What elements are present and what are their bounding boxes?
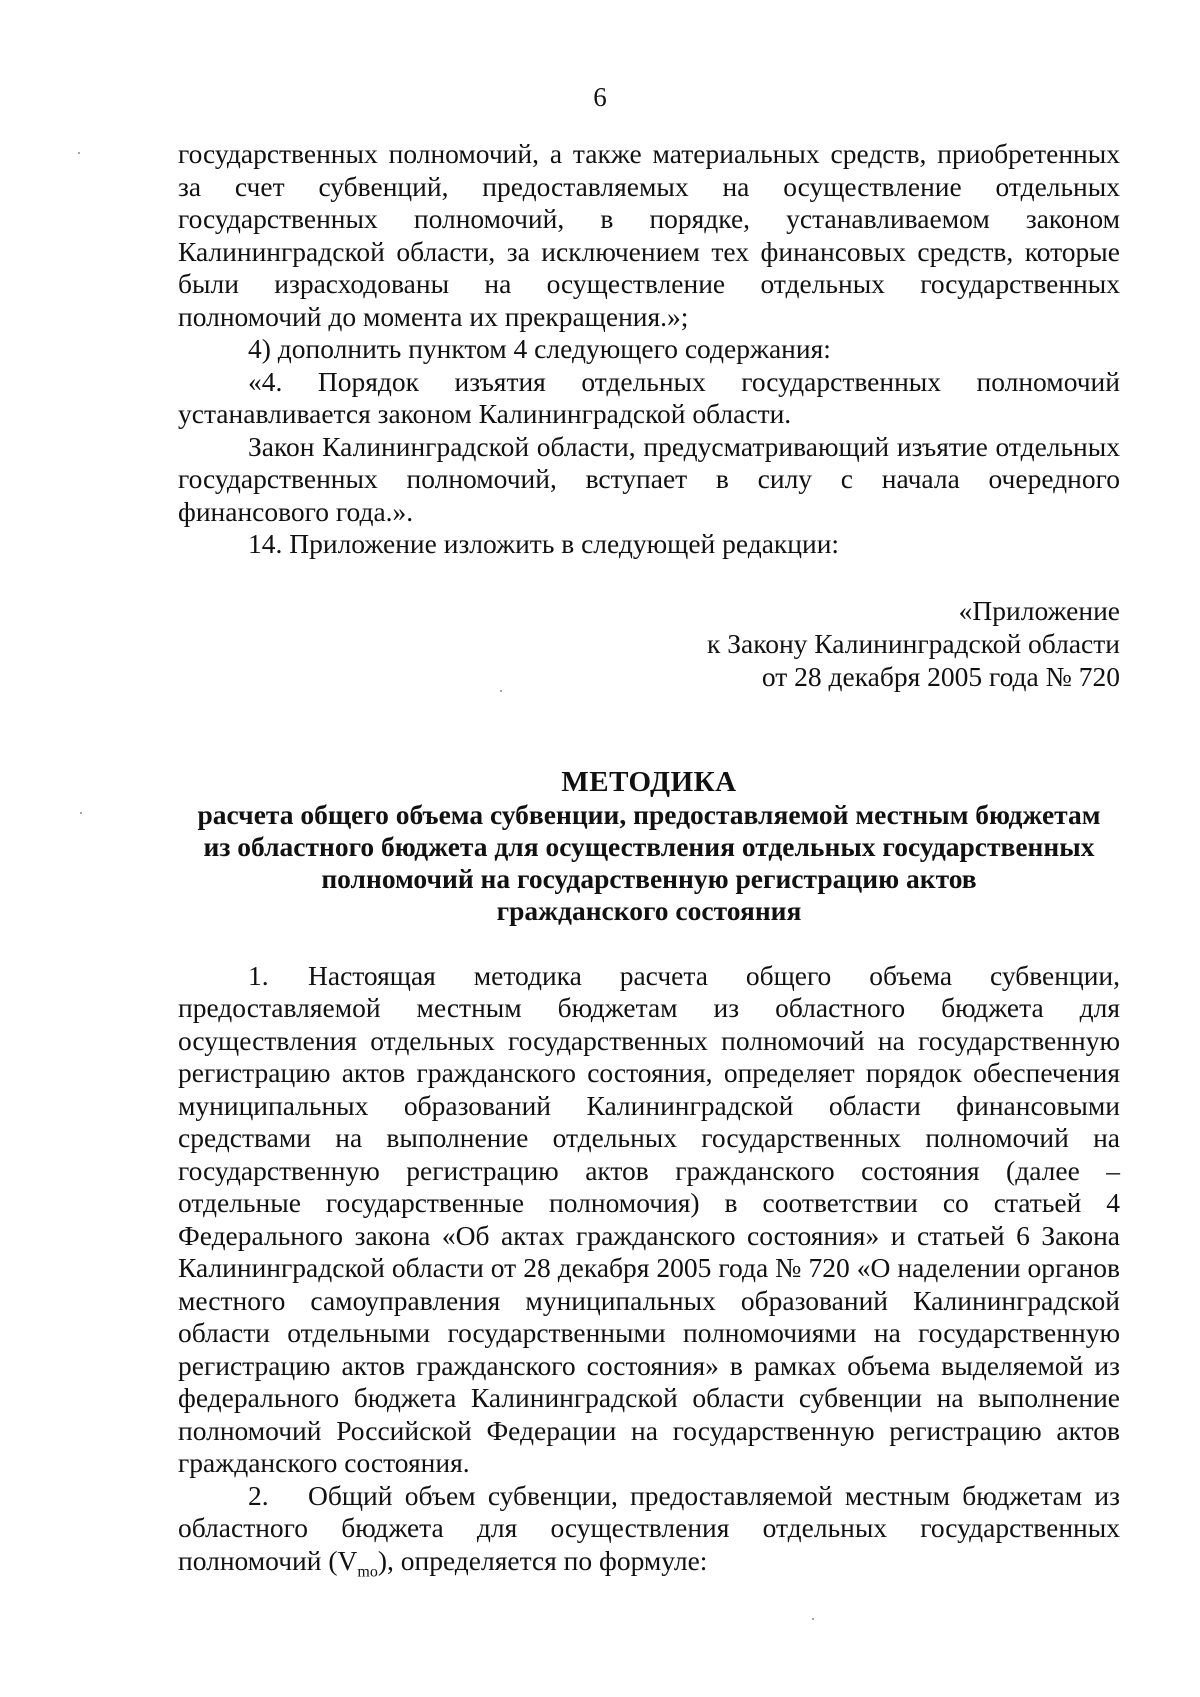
paragraph-law-effective: Закон Калининградской области, предусматривающий изъятие отдельных государственных полномочий, вступает в силу с начала очередного финансового года.». <box>178 430 1120 527</box>
numbered-item-2 <box>178 1480 1120 1578</box>
title-subline: расчета общего объема субвенции, предоставляемой местным бюджетам <box>197 798 1101 830</box>
paragraph-point-4: «4. Порядок изъятия отдельных государственных полномочий устанавливается законом Калининградской области. <box>178 365 1120 429</box>
title-heading: МЕТОДИКА <box>561 765 737 798</box>
subscript-mo: mo <box>357 1563 378 1580</box>
document-body <box>178 138 1120 1580</box>
scan-speck <box>80 812 82 814</box>
title-subline: полномочий на государственную регистрацию актов <box>321 862 977 894</box>
title-subline: гражданского состояния <box>496 894 802 926</box>
item-text-end: ), определяется по формуле: <box>377 1544 708 1576</box>
appendix-line: от 28 декабря 2005 года № 720 <box>761 660 1120 692</box>
numbered-item-1 <box>178 960 1120 1480</box>
scan-speck <box>500 690 502 692</box>
item-number: 2. <box>248 1479 269 1511</box>
item-text: Настоящая методика расчета общего объема субвенции, предоставляемой местным бюджетам из областного бюджета для осуществления отдельных государственных полномочий на государственную регистрацию актов гражданского состояния, определяет порядок обеспечения муниципальных образований Калининградской области финансовыми средствами на выполнение отдельных государственных полномочий на государственную регистрацию актов гражданского состояния (далее – отдельные государственные полномочия) в соответствии со статьей 4 Федерального закона «Об актах гражданского состояния» и статьей 6 Закона Калининградской области от 28 декабря 2005 года № 720 «О наделении органов местного самоуправления муниципальных образований Калининградской области отдельными государственными полномочиями на государственную регистрацию актов гражданского состояния» в рамках объема выделяемой из федерального бюджета Калининградской области субвенции на выполнение полномочий Российской Федерации на государственную регистрацию актов гражданского состояния. <box>178 959 1120 1478</box>
appendix-line: к Закону Калининградской области <box>707 627 1120 659</box>
title-subline: из областного бюджета для осуществления отдельных государственных <box>203 830 1095 862</box>
scan-speck <box>812 1618 814 1620</box>
scan-speck <box>78 152 80 154</box>
item-number: 1. <box>248 959 269 991</box>
paragraph-amendment-4: 4) дополнить пунктом 4 следующего содержания: <box>248 333 831 364</box>
methodology-title <box>178 765 1120 927</box>
paragraph-continuation: государственных полномочий, а также материальных средств, приобретенных за счет субвенций, предоставляемых на осуществление отдельных государственных полномочий, в порядке, устанавливаемом законом Калининградской области, за исключением тех финансовых средств, которые были израсходованы на осуществление отдельных государственных полномочий до момента их прекращения.»; <box>178 138 1120 332</box>
paragraph-item-14: 14. Приложение изложить в следующей редакции: <box>248 528 840 559</box>
page-number: 6 <box>593 82 607 112</box>
appendix-line: «Приложение <box>958 594 1120 626</box>
item-text: Общий объем субвенции, предоставляемой местным бюджетам из областного бюджета для осуществления отдельных государственных полномочий (V <box>178 1479 1120 1576</box>
appendix-reference <box>178 594 1120 693</box>
